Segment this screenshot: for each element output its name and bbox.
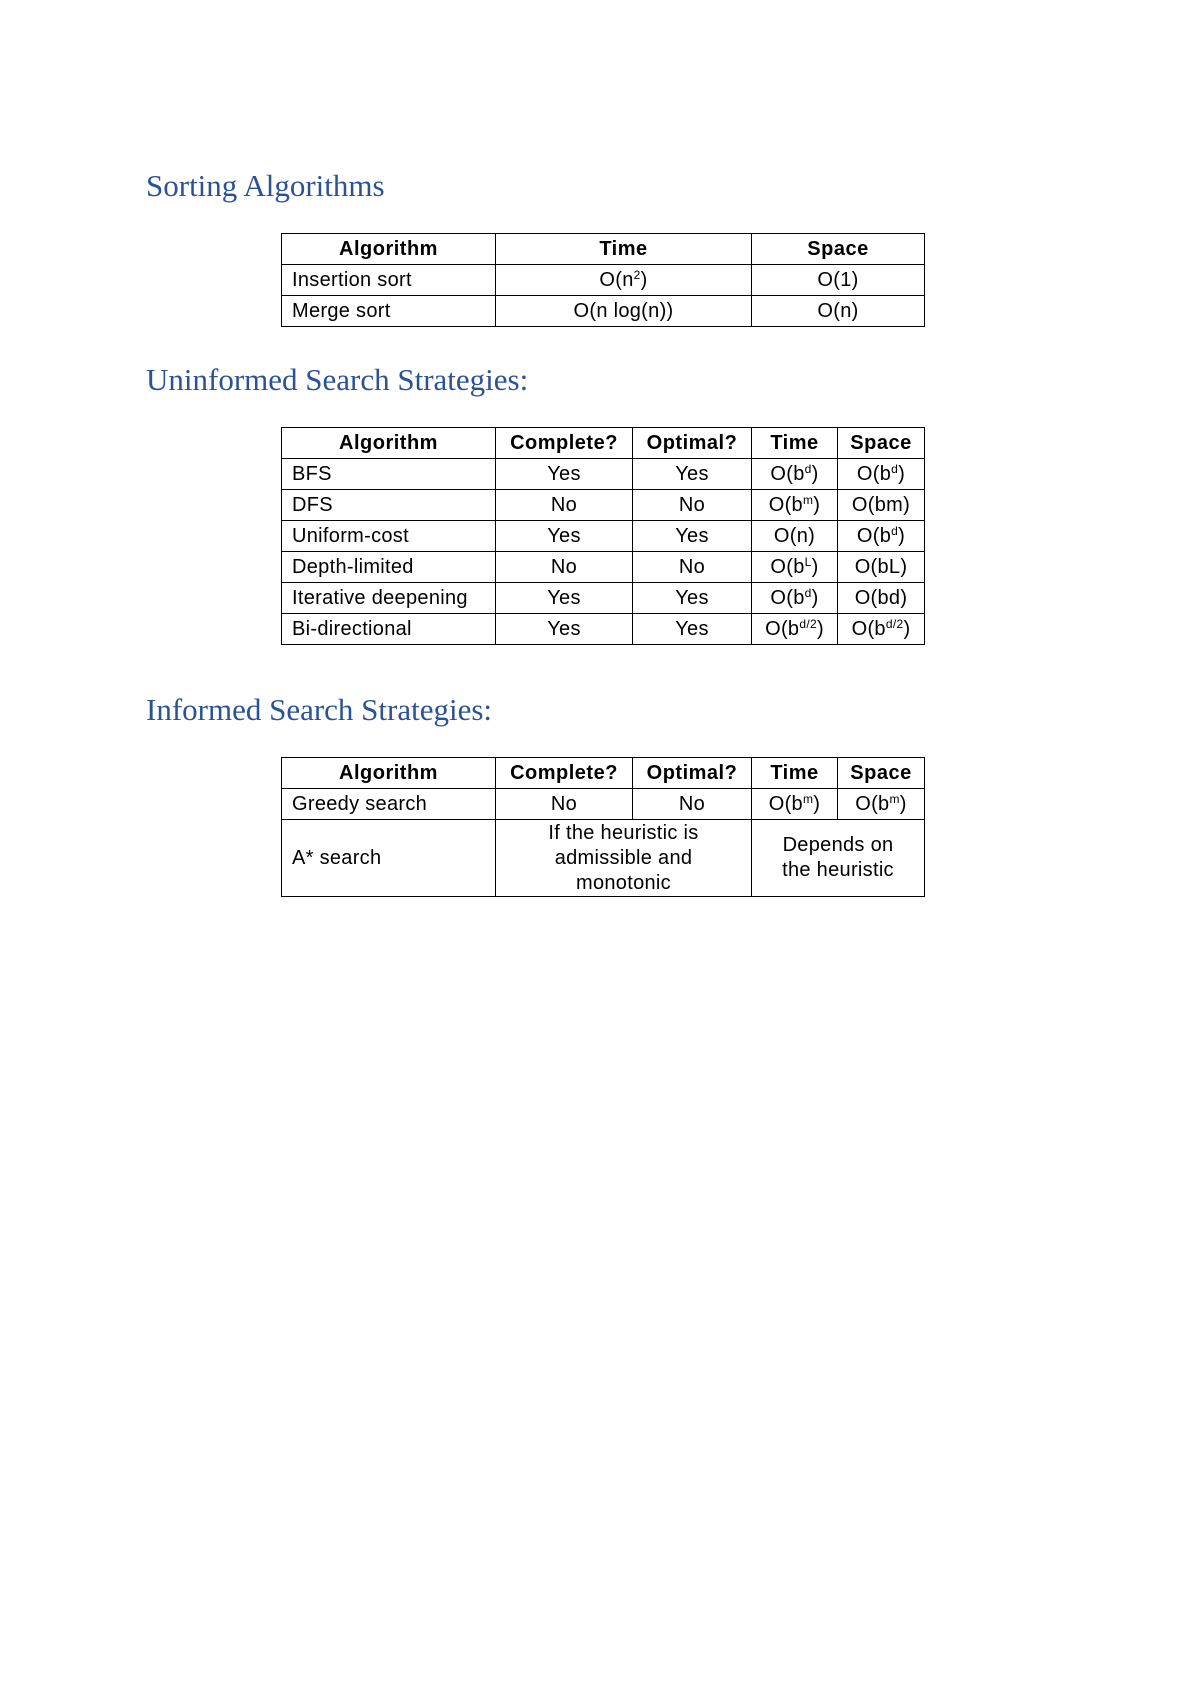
time-tail: ) [813,494,821,516]
cell-time [752,552,838,583]
time-tail: ) [811,463,819,485]
optimal-text: Yes [675,525,709,547]
sorting-title: Sorting Algorithms [146,168,385,203]
cell-complete [496,789,633,820]
algorithm-text: Iterative deepening [292,587,468,609]
header-algorithm: Algorithm [282,234,496,265]
cell-time [496,265,752,296]
header-space: Space [838,428,925,459]
space-tail: ) [898,463,906,485]
cell-algorithm: A* search [282,820,496,897]
header-time: Time [752,758,838,789]
cell-optimal [633,490,752,521]
cell-algorithm [282,552,496,583]
space-exponent: m [889,792,900,806]
informed-rows [282,789,925,820]
cell-time [752,583,838,614]
algorithm-text: Greedy search [292,793,428,815]
cell-complete [496,521,633,552]
cell-space [838,490,925,521]
time-exponent: 2 [633,268,641,282]
informed-title: Informed Search Strategies: [146,692,493,727]
space-exponent: d [891,462,899,476]
time-exponent: m [802,792,814,806]
space-base: O(bd) [854,587,908,609]
header-optimal: Optimal? [633,428,752,459]
cell-time [752,459,838,490]
cell-complete [496,614,633,645]
header-algorithm: Algorithm [282,428,496,459]
table-row [282,552,925,583]
table-row [282,820,925,897]
cell-space [838,789,925,820]
table-row [282,265,925,296]
algorithm-text: Depth-limited [292,556,414,578]
cell-space [838,583,925,614]
time-tail: ) [813,793,821,815]
algorithm-text: Bi-directional [292,618,412,640]
time-base: O(b [770,587,805,609]
cell-time: O(n log(n)) [496,296,752,327]
cell-space [838,459,925,490]
time-base: O(b [765,618,800,640]
algorithm-text: DFS [292,494,333,516]
cell-time [752,614,838,645]
table-row [282,459,925,490]
table-row [282,789,925,820]
table-row [282,614,925,645]
optimal-text: Yes [675,463,709,485]
uninformed-rows [282,459,925,645]
table-row [282,490,925,521]
table-row [282,521,925,552]
cell-complete [496,583,633,614]
time-exponent: d/2 [799,617,817,631]
time-tail: ) [811,556,819,578]
time-base: O(b [768,793,803,815]
time-base: O(b [768,494,803,516]
header-space: Space [752,234,925,265]
optimal-text: No [678,494,706,516]
time-exponent: m [802,493,814,507]
space-tail: ) [899,793,907,815]
time-base: O(n [599,269,634,291]
space-tail: ) [903,618,911,640]
cell-time [752,521,838,552]
header-complete: Complete? [496,428,633,459]
complete-text: Yes [547,525,581,547]
cell-algorithm [282,583,496,614]
header-optimal: Optimal? [633,758,752,789]
cell-optimal [633,614,752,645]
cell-complete [496,490,633,521]
cell-optimal [633,583,752,614]
complete-text: Yes [547,587,581,609]
time-tail: ) [640,269,648,291]
complete-text: No [550,494,578,516]
cell-optimal [633,552,752,583]
cell-algorithm [282,614,496,645]
cell-algorithm: Insertion sort [282,265,496,296]
cell-time [752,789,838,820]
time-base: O(b [770,463,805,485]
time-tail: ) [811,587,819,609]
cell-space: O(1) [752,265,925,296]
time-base: O(n) [773,525,816,547]
table-header-row [282,234,925,265]
cell-algorithm [282,459,496,490]
algorithm-text: BFS [292,463,332,485]
complete-text: No [550,793,578,815]
optimal-text: No [678,556,706,578]
cell-optimal [633,521,752,552]
space-base: O(bm) [851,494,911,516]
header-complete: Complete? [496,758,633,789]
cell-space [838,614,925,645]
time-exponent: d [804,462,812,476]
cell-complete [496,552,633,583]
cell-algorithm [282,490,496,521]
informed-table [281,757,925,897]
cell-algorithm [282,789,496,820]
cell-space [838,521,925,552]
algorithm-text: Uniform-cost [292,525,409,547]
complete-text: Yes [547,618,581,640]
cell-time [752,490,838,521]
space-base: O(b [855,793,890,815]
header-algorithm: Algorithm [282,758,496,789]
cell-space: O(n) [752,296,925,327]
space-tail: ) [898,525,906,547]
cell-complete [496,459,633,490]
cell-time-space: Depends on the heuristic [752,820,925,897]
table-header-row [282,428,925,459]
cell-optimal [633,459,752,490]
uninformed-title: Uninformed Search Strategies: [146,362,529,397]
header-space: Space [838,758,925,789]
cell-space [838,552,925,583]
time-tail: ) [816,618,824,640]
uninformed-table [281,427,925,645]
cell-optimal [633,789,752,820]
cell-algorithm [282,521,496,552]
optimal-text: Yes [675,618,709,640]
sorting-table [281,233,925,327]
complete-text: Yes [547,463,581,485]
optimal-text: Yes [675,587,709,609]
cell-complete-optimal: If the heuristic is admissible and monotonic [496,820,752,897]
time-exponent: d [804,586,812,600]
space-base: O(b [851,618,886,640]
optimal-text: No [678,793,706,815]
header-time: Time [496,234,752,265]
table-row [282,583,925,614]
space-exponent: d/2 [885,617,904,631]
time-base: O(b [770,556,805,578]
cell-algorithm: Merge sort [282,296,496,327]
complete-text: No [550,556,578,578]
space-base: O(b [856,525,892,547]
header-time: Time [752,428,838,459]
space-exponent: d [891,524,899,538]
space-base: O(bL) [854,556,908,578]
time-exponent: L [804,555,812,569]
table-header-row [282,758,925,789]
table-row [282,296,925,327]
space-base: O(b [856,463,892,485]
